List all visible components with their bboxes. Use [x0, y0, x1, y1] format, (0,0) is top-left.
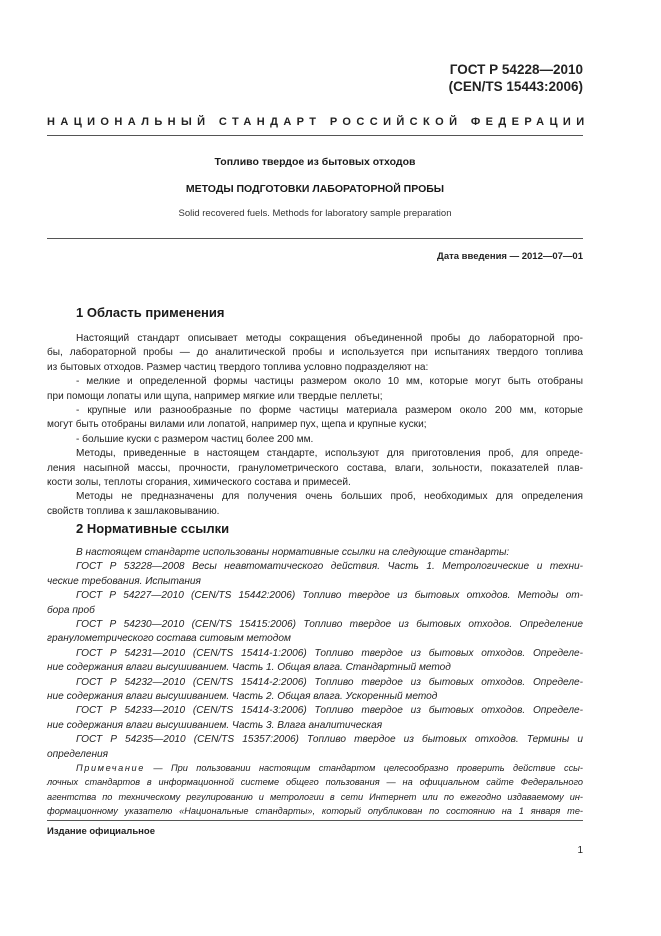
- introduction-date: Дата введения — 2012—07—01: [437, 251, 583, 262]
- title-divider: [47, 238, 583, 239]
- paragraph-line: Методы, приведенные в настоящем стандарте, используют для приготовления проб, для опреде-: [76, 448, 583, 460]
- reference-line: ние содержания влаги высушиванием. Часть 1. Общая влага. Стандартный метод: [47, 662, 451, 674]
- title-english: Solid recovered fuels. Methods for laboratory sample preparation: [178, 208, 452, 219]
- note-label: Примечание: [76, 763, 145, 773]
- reference-line: ГОСТ Р 54231—2010 (CEN/TS 15414-1:2006) Топливо твердое из бытовых отходов. Определе-: [76, 647, 583, 659]
- document-code-line2: (CEN/TS 15443:2006): [448, 79, 583, 94]
- reference-line: ГОСТ Р 54233—2010 (CEN/TS 15414-3:2006) Топливо твердое из бытовых отходов. Определе-: [76, 705, 583, 717]
- paragraph-line: из бытовых отходов. Размер частиц твердого топлива условно подразделяют на:: [47, 361, 429, 373]
- title-line2: МЕТОДЫ ПОДГОТОВКИ ЛАБОРАТОРНОЙ ПРОБЫ: [185, 183, 445, 195]
- note-line: агентства по техническому регулированию и метрологии в сети Интернет или по ежегодно издаваемому ин-: [47, 791, 583, 802]
- paragraph-line: ления насыпной массы, прочности, гранулометрического состава, влаги, зольности, показателей плав-: [47, 462, 583, 474]
- footer-divider: [47, 820, 583, 821]
- section2-note: [47, 761, 583, 819]
- paragraph-line: - крупные или разнообразные по форме частицы материала размером около 200 мм, которые: [76, 405, 583, 417]
- reference-line: ГОСТ Р 53228—2008 Весы неавтоматического действия. Часть 1. Метрологические и техни-: [76, 561, 583, 573]
- official-edition-label: Издание официальное: [47, 826, 155, 837]
- reference-line: ние содержания влаги высушиванием. Часть 2. Общая влага. Ускоренный метод: [47, 691, 438, 703]
- reference-line: определения: [47, 748, 109, 760]
- note-line: формационному указателю «Национальные стандарты», который опубликован по состоянию на 1 января те-: [47, 806, 583, 817]
- section2-body: [47, 546, 583, 762]
- national-standard-heading: НАЦИОНАЛЬНЫЙ СТАНДАРТ РОССИЙСКОЙ ФЕДЕРАЦИИ: [47, 116, 590, 128]
- title-line1: Топливо твердое из бытовых отходов: [214, 156, 416, 168]
- reference-line: ГОСТ Р 54227—2010 (CEN/TS 15442:2006) Топливо твердое из бытовых отходов. Методы от-: [76, 590, 583, 602]
- paragraph-line: при помощи лопаты или щупа, например мягкие или твердые пеллеты;: [47, 390, 383, 402]
- paragraph-line: - большие куски с размером частиц более 200 мм.: [76, 433, 314, 445]
- paragraph-line: свойств топлива к зашлаковыванию.: [47, 505, 220, 517]
- paragraph-line: кости золы, теплоты сгорания, химического состава и примесей.: [47, 477, 351, 489]
- paragraph-line: могут быть отобраны вилами или лопатой, например пух, щепа и крупные куски;: [47, 419, 427, 431]
- paragraph-line: бы, лабораторной пробы — до аналитической пробы и используется при испытаниях твердого топлива: [47, 347, 583, 359]
- reference-line: ческие требования. Испытания: [47, 575, 201, 587]
- paragraph-line: Настоящий стандарт описывает методы сокращения объединенной пробы до лабораторной про-: [76, 333, 583, 344]
- note-text: — При пользовании настоящим стандартом целесообразно проверить действие ссы-: [144, 763, 583, 773]
- document-code: [449, 61, 583, 95]
- reference-line: ние содержания влаги высушиванием. Часть 3. Влага аналитическая: [47, 719, 383, 731]
- document-code-line1: ГОСТ Р 54228—2010: [449, 62, 583, 77]
- reference-line: гранулометрического состава ситовым методом: [47, 633, 291, 645]
- reference-line: ГОСТ Р 54232—2010 (CEN/TS 15414-2:2006) Топливо твердое из бытовых отходов. Определе-: [76, 676, 583, 688]
- note-line: лочных стандартов в информационной системе общего пользования — на официальном сайте Федерального: [47, 777, 583, 788]
- section2-heading: 2 Нормативные ссылки: [76, 521, 230, 536]
- page-number: 1: [577, 845, 583, 856]
- reference-line: В настоящем стандарте использованы нормативные ссылки на следующие стандарты:: [76, 547, 510, 558]
- section1-body: [47, 332, 583, 519]
- note-line: [47, 761, 583, 775]
- reference-line: бора проб: [47, 604, 95, 616]
- paragraph-line: Методы не предназначены для получения очень больших проб, необходимых для определения: [76, 491, 583, 503]
- reference-line: ГОСТ Р 54235—2010 (CEN/TS 15357:2006) Топливо твердое из бытовых отходов. Термины и: [76, 734, 583, 746]
- paragraph-line: - мелкие и определенной формы частицы размером около 10 мм, которые могут быть отобраны: [76, 376, 583, 388]
- reference-line: ГОСТ Р 54230—2010 (CEN/TS 15415:2006) Топливо твердое из бытовых отходов. Определение: [76, 619, 583, 631]
- top-divider: [47, 135, 583, 136]
- section1-heading: 1 Область применения: [76, 305, 225, 320]
